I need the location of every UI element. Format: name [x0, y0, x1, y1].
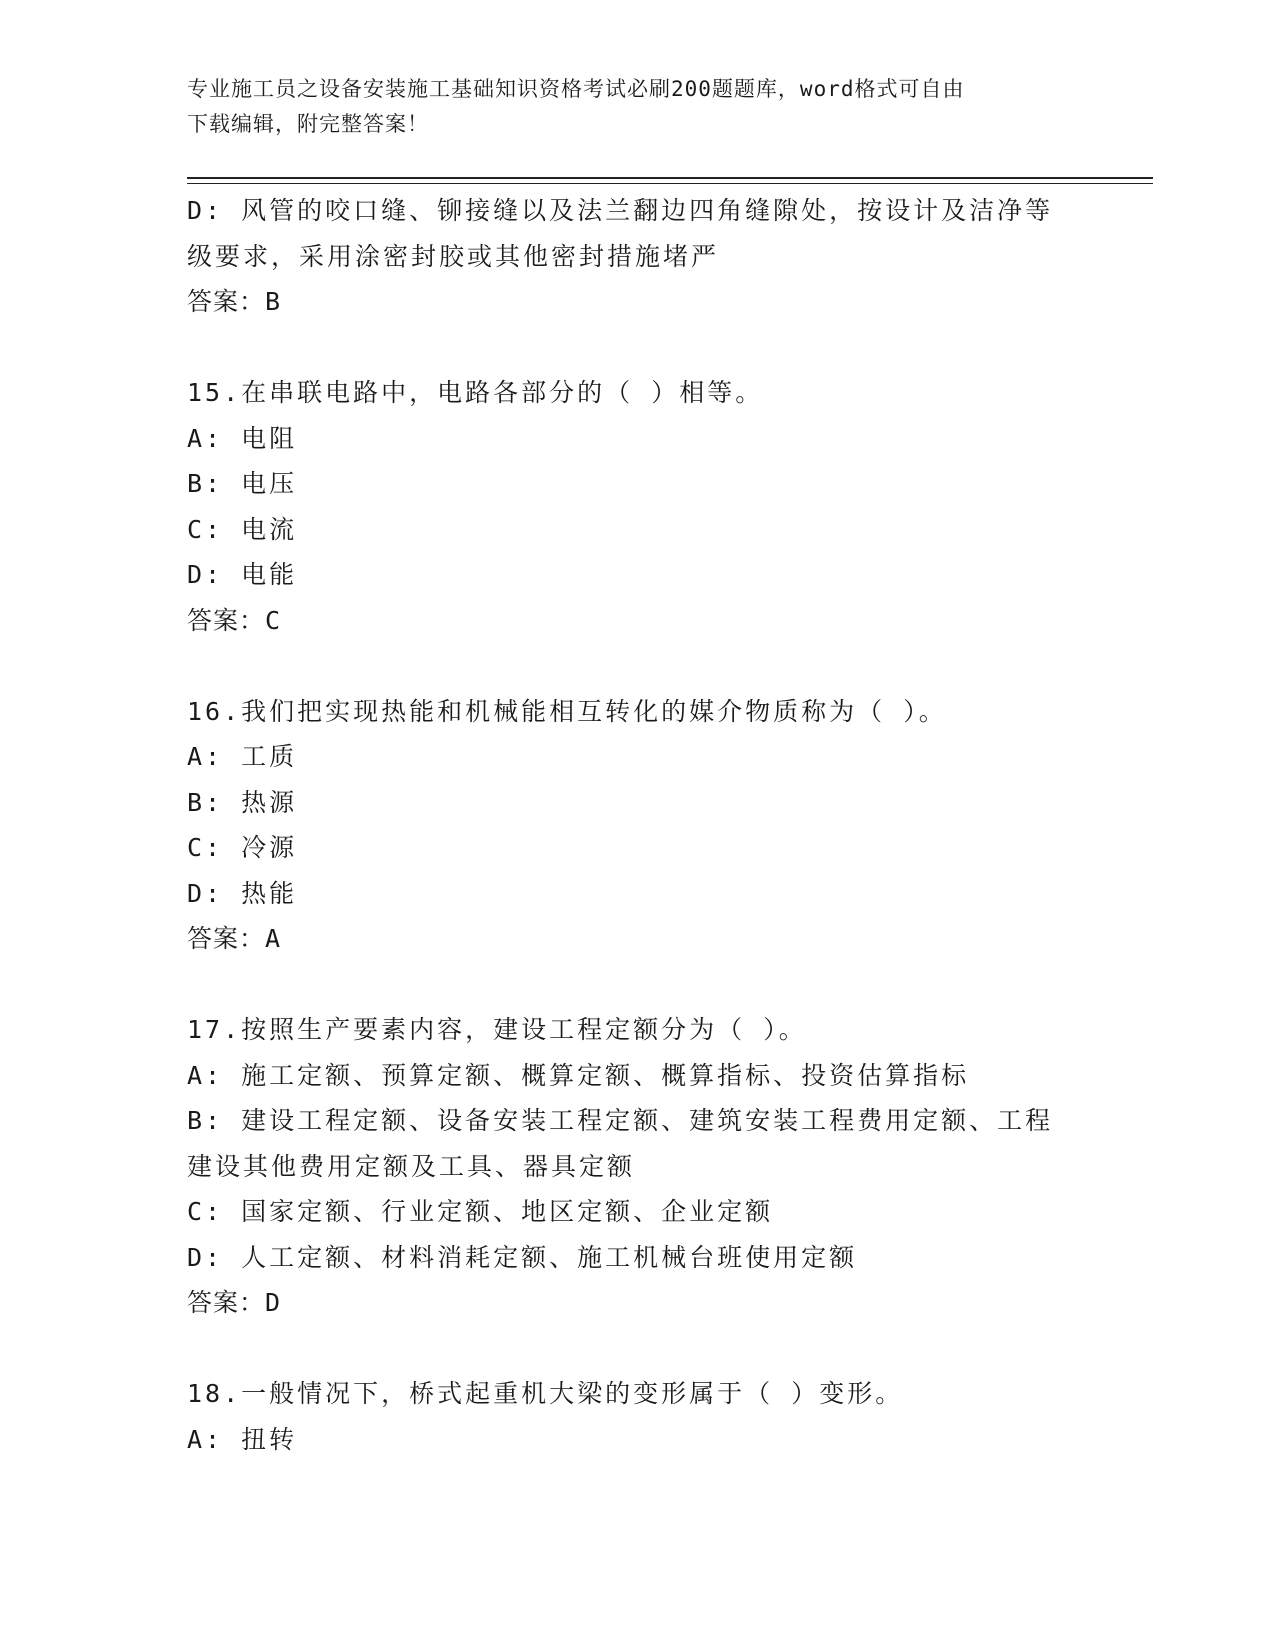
option-d-line-1: D: 风管的咬口缝、铆接缝以及法兰翻边四角缝隙处，按设计及洁净等: [187, 196, 1054, 225]
spacer: [187, 1326, 1087, 1372]
option-d-line-2: 级要求，采用涂密封胶或其他密封措施堵严: [187, 241, 720, 271]
question-18: [187, 1371, 1087, 1462]
answer: 答案：B: [187, 287, 282, 316]
document-header: [187, 72, 1087, 142]
option-b-line-1: B: 建设工程定额、设备安装工程定额、建筑安装工程费用定额、工程: [187, 1106, 1054, 1135]
header-line-2: 下载编辑，附完整答案！: [187, 112, 429, 136]
spacer: [187, 962, 1087, 1008]
option-a: A: 施工定额、预算定额、概算定额、概算指标、投资估算指标: [187, 1060, 970, 1090]
question-list: [187, 188, 1087, 1462]
question-16: [187, 689, 1087, 962]
spacer: [187, 325, 1087, 371]
option-b: B: 电压: [187, 469, 298, 498]
option-a: A: 工质: [187, 742, 298, 771]
option-d: D: 电能: [187, 560, 298, 589]
option-c: C: 电流: [187, 514, 298, 544]
question-stem: 15.在串联电路中，电路各部分的（ ）相等。: [187, 378, 764, 407]
question-stem: 17.按照生产要素内容，建设工程定额分为（ ）。: [187, 1015, 807, 1044]
option-b-line-2: 建设其他费用定额及工具、器具定额: [187, 1151, 636, 1181]
spacer: [187, 643, 1087, 689]
question-stem: 16.我们把实现热能和机械能相互转化的媒介物质称为（ ）。: [187, 696, 947, 726]
option-b: B: 热源: [187, 787, 298, 817]
option-d: D: 热能: [187, 878, 298, 908]
option-d: D: 人工定额、材料消耗定额、施工机械台班使用定额: [187, 1242, 858, 1272]
answer: 答案：A: [187, 924, 282, 953]
option-a: A: 扭转: [187, 1424, 298, 1454]
header-divider-thin: [187, 183, 1153, 184]
option-c: C: 冷源: [187, 833, 298, 862]
question-stem: 18.一般情况下，桥式起重机大梁的变形属于（ ）变形。: [187, 1379, 904, 1408]
header-line-1: 专业施工员之设备安装施工基础知识资格考试必刷200题题库，word格式可自由: [187, 77, 965, 101]
question-17: [187, 1007, 1087, 1326]
option-a: A: 电阻: [187, 423, 298, 453]
answer: 答案：D: [187, 1288, 282, 1317]
answer: 答案：C: [187, 605, 282, 635]
header-divider-thick: [187, 177, 1153, 179]
option-c: C: 国家定额、行业定额、地区定额、企业定额: [187, 1197, 774, 1226]
previous-question-tail: [187, 188, 1087, 325]
question-15: [187, 370, 1087, 643]
